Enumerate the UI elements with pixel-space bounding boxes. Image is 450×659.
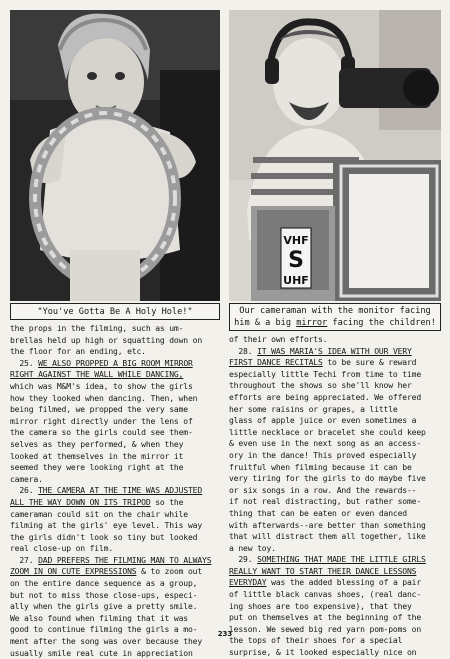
text-line: fruitful when filming because it can be — [229, 462, 412, 472]
cameraman-photo — [229, 10, 441, 301]
text-line: selves as they performed, & when they — [10, 439, 184, 449]
text-line: throughout the shows so she'll know her — [229, 381, 412, 391]
text-line: with afterwards--are better than something — [229, 520, 426, 530]
text-line: of little black canvas shoes, (real danc- — [229, 590, 422, 600]
text-line: cameraman could sit on the chair while — [10, 509, 188, 519]
text-line: filming at the girls' eye level. This way — [10, 521, 203, 531]
text-line: lesson. We sewed big red yarn pom-poms on — [229, 624, 422, 634]
text-line: the camera so the girls could see them- — [10, 428, 193, 438]
text-line: ing shoes are too expensive), that they — [229, 601, 412, 611]
text-line: ally when the girls give a pretty smile. — [10, 602, 198, 612]
text-line: mirror right directly under the lens of — [10, 416, 193, 426]
text-line: how they looked when dancing. Then, when — [10, 393, 198, 403]
text-line: if not real distracting, but rather some- — [229, 497, 422, 507]
text-line: of their own efforts. — [229, 335, 328, 344]
text-line: which was M&M's idea, to show the girls — [10, 381, 193, 391]
right-caption-line-2 — [230, 317, 440, 329]
s-sign: S — [288, 248, 304, 273]
text-line: We also found when filming that it was — [10, 613, 188, 623]
text-line: FIRST DANCE RECITALS to be sure & reward — [229, 358, 417, 368]
right-photo-caption — [229, 303, 441, 331]
text-line: brellas held up high or squatting down on — [10, 335, 203, 345]
text-line: being filmed, we propped the very same — [10, 405, 188, 415]
text-line: a new toy. — [229, 543, 276, 553]
text-line: good to continue filming the girls a mo- — [10, 625, 198, 635]
uhf-sign: UHF — [283, 274, 309, 287]
text-line: 28. IT WAS MARIA'S IDEA WITH OUR VERY — [238, 346, 412, 356]
text-line: usually smile real cute in appreciation — [10, 648, 193, 658]
text-line: efforts are being appreciated. We offered — [229, 392, 422, 402]
text-line: camera. — [10, 474, 43, 484]
right-caption-line-2-start: him & a big — [234, 318, 297, 328]
text-line: thing that can be eaten or even danced — [229, 508, 407, 518]
text-line: RIGHT AGAINST THE WALL WHILE DANCING, — [10, 370, 184, 380]
text-line: the tops of their shoes for a special — [229, 636, 403, 646]
left-photo-caption — [10, 303, 220, 320]
text-line: 25. WE ALSO PROPPED A BIG ROOM MIRROR — [19, 358, 193, 368]
text-line: ALL THE WAY DOWN ON ITS TRIPOD so the — [10, 497, 184, 507]
text-line: 26. THE CAMERA AT THE TIME WAS ADJUSTED — [19, 486, 203, 496]
text-line: or six songs in a row. And the rewards-- — [229, 485, 417, 495]
text-line: 27. DAD PREFERS THE FILMING MAN TO ALWAYS — [19, 555, 212, 565]
text-line: little necklace or bracelet she could keep — [229, 427, 426, 437]
text-line: ory in the dance! This proved especially — [229, 450, 417, 460]
text-line: looked at themselves in the mirror it — [10, 451, 184, 461]
vhf-sign: VHF — [283, 234, 309, 247]
text-line: the floor for an ending, etc. — [10, 347, 146, 357]
text-line: put on themselves at the beginning of the — [229, 613, 422, 623]
text-line: on the entire dance sequence as a group, — [10, 579, 198, 589]
right-text-column — [229, 334, 443, 659]
text-line: that will distract them all together, like — [229, 532, 426, 542]
right-caption-mirror-word: mirror — [296, 318, 328, 328]
child-with-hoop-photo — [10, 10, 220, 301]
left-caption-text: "You've Gotta Be A Holy Hole!" — [37, 307, 193, 317]
page-number: 233 — [217, 630, 233, 638]
text-line: real close-up on film. — [10, 544, 114, 554]
text-line: glass of apple juice or even sometimes a — [229, 416, 417, 426]
text-line: 29. SOMETHING THAT MADE THE LITTLE GIRLS — [238, 555, 426, 565]
text-line: the props in the filming, such as um- — [10, 324, 184, 333]
text-line: especially little Techi from time to time — [229, 369, 422, 379]
text-line: ment after the song was over because they — [10, 637, 203, 647]
text-line: EVERYDAY was the added blessing of a pair — [229, 578, 422, 588]
text-line: her some raisins or grapes, a little — [229, 404, 398, 414]
text-line: the girls didn't look so tiny but looked — [10, 532, 198, 542]
text-line: but not to miss those close-ups, especi- — [10, 590, 198, 600]
text-line: surprise, & it looked especially nice on — [229, 648, 417, 658]
right-caption-line-2-end: facing the children! — [327, 318, 436, 328]
text-line: very tiring for the girls to do maybe five — [229, 474, 426, 484]
text-line: ZOOM IN ON CUTE EXPRESSIONS & to zoom out — [10, 567, 203, 577]
left-text-column — [10, 323, 220, 659]
text-line: seemed they were looking right at the — [10, 463, 184, 473]
text-line: REALLY WANT TO START THEIR DANCE LESSONS — [229, 566, 417, 576]
right-caption-line-1: Our cameraman with the monitor facing — [239, 306, 431, 316]
text-line: & even use in the next song as an access- — [229, 439, 422, 449]
